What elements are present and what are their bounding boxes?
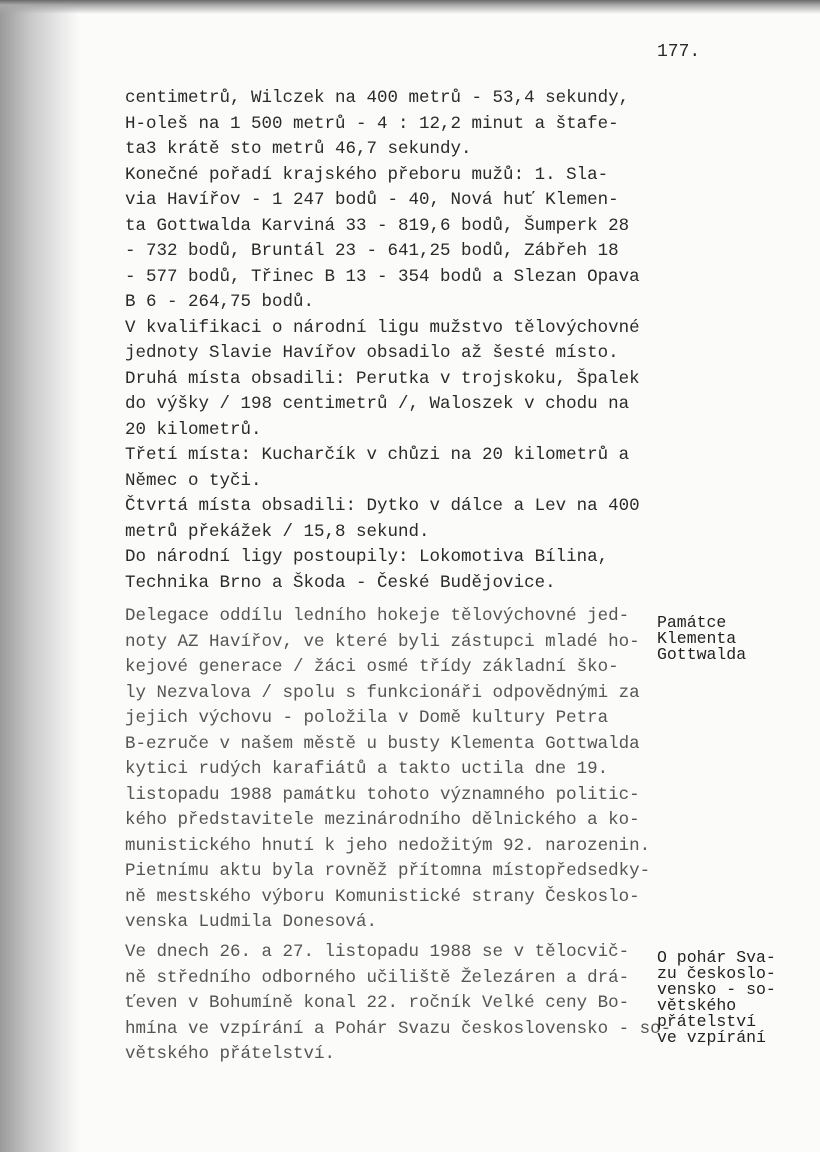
text-line: ly Nezvalova / spolu s funkcionáři odpovědnými za (125, 682, 640, 703)
text-line: metrů překážek / 15,8 sekund. (125, 521, 430, 542)
text-line: přátelství (657, 1012, 757, 1031)
text-line: centimetrů, Wilczek na 400 metrů - 53,4 sekundy, (125, 88, 630, 108)
margin-note-weightlifting (657, 950, 776, 1046)
text-line: Druhá místa obsadili: Perutka v trojskoku, Špalek (125, 368, 640, 389)
text-line: Gottwalda (657, 645, 747, 664)
text-line: - 577 bodů, Třinec B 13 - 354 bodů a Slezan Opava (125, 266, 640, 287)
text-line: Třetí místa: Kucharčík v chůzi na 20 kilometrů a (125, 445, 630, 465)
text-line: noty AZ Havířov, ve které byli zástupci mladé ho- (125, 631, 640, 652)
text-line: V kvalifikaci o národní ligu mužstvo tělovýchovné (125, 317, 640, 338)
page-number: 177. (657, 42, 701, 62)
text-line: jejich výchovu - položila v Domě kultury Petra (125, 708, 609, 728)
text-line: via Havířov - 1 247 bodů - 40, Nová huť Klemen- (125, 190, 619, 210)
text-line: B-ezruče v našem městě u busty Klementa Gottwalda (125, 733, 640, 754)
text-line: Čtvrtá místa obsadili: Dytko v dálce a Lev na 400 (125, 496, 640, 516)
text-line: kytici rudých karafiátů a takto uctila dne 19. (125, 759, 609, 779)
text-line: Klementa (657, 629, 737, 648)
text-line: ta3 krátě sto metrů 46,7 sekundy. (125, 139, 472, 159)
text-line: 20 kilometrů. (125, 419, 262, 440)
text-line: Ve dnech 26. a 27. listopadu 1988 se v tělocvič- (125, 942, 630, 962)
text-line: vensko - so- (657, 980, 776, 999)
text-line: Technika Brno a Škoda - České Budějovice. (125, 572, 556, 593)
text-line: ťeven v Bohumíně konal 22. ročník Velké ceny Bo- (125, 993, 630, 1013)
text-line: větského přátelství. (125, 1044, 336, 1064)
paragraph-gottwald-memorial (125, 604, 650, 936)
paragraph-athletics (125, 86, 640, 596)
text-line: ně mestského výboru Komunistické strany Českoslo- (125, 886, 640, 907)
text-line: Památce (657, 613, 727, 632)
text-line: kejové generace / žáci osmé třídy základní ško- (125, 657, 619, 677)
text-line: venska Ludmila Donesová. (125, 912, 378, 932)
text-line: Pietnímu aktu byla rovněž přítomna místopředsedky- (125, 861, 651, 881)
text-line: O pohár Sva- (657, 948, 776, 967)
text-line: Němec o tyči. (125, 470, 262, 491)
text-line: H-oleš na 1 500 metrů - 4 : 12,2 minut a štafe- (125, 113, 619, 134)
text-line: ně středního odborného učiliště Železáren a drá- (125, 967, 630, 988)
scan-shadow-left (0, 0, 80, 1152)
text-line: Delegace oddílu ledního hokeje tělovýchovné jed- (125, 606, 630, 626)
paragraph-weightlifting (125, 940, 671, 1068)
text-line: jednoty Slavie Havířov obsadilo až šesté místo. (125, 343, 619, 363)
text-line: zu českoslo- (657, 964, 776, 983)
text-line: B 6 - 264,75 bodů. (125, 292, 315, 312)
text-line: Do národní ligy postoupily: Lokomotiva Bílina, (125, 547, 609, 567)
margin-note-gottwald (657, 615, 746, 663)
text-line: - 732 bodů, Bruntál 23 - 641,25 bodů, Zábřeh 18 (125, 241, 619, 261)
text-line: ve vzpírání (657, 1028, 766, 1047)
text-line: kého představitele mezinárodního dělnického a ko- (125, 810, 640, 830)
text-line: munistického hnutí k jeho nedožitým 92. narozenin. (125, 835, 651, 856)
text-line: ta Gottwalda Karviná 33 - 819,6 bodů, Šumperk 28 (125, 215, 630, 236)
text-line: listopadu 1988 památku tohoto významného politic- (125, 784, 640, 805)
text-line: hmína ve vzpírání a Pohár Svazu československo - so- (125, 1018, 672, 1039)
scan-shadow-top (0, 0, 820, 14)
text-line: do výšky / 198 centimetrů /, Waloszek v chodu na (125, 394, 630, 414)
text-line: větského (657, 996, 737, 1015)
text-line: Konečné pořadí krajského přeboru mužů: 1. Sla- (125, 164, 609, 185)
